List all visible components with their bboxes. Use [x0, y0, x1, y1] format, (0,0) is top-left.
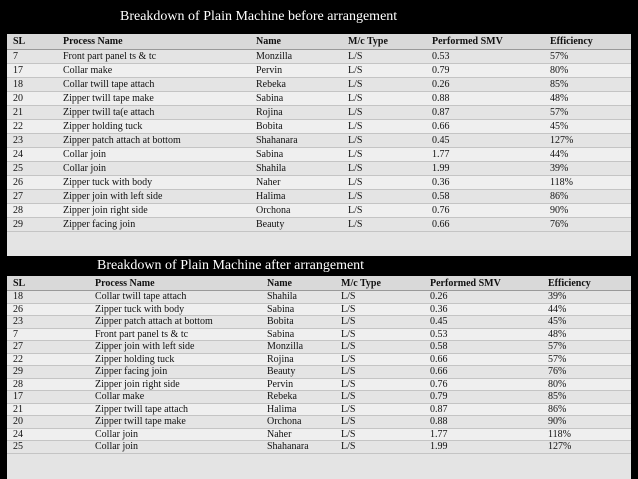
- cell-sl: 17: [7, 391, 89, 404]
- table-row: [7, 92, 631, 106]
- cell-machine-type: L/S: [342, 218, 426, 232]
- cell-process-name: Zipper tuck with body: [57, 176, 250, 190]
- cell-process-name: Zipper join right side: [89, 378, 261, 391]
- column-header-machine-type: M/c Type: [335, 276, 424, 291]
- cell-machine-type: L/S: [335, 428, 424, 441]
- cell-sl: 29: [7, 366, 89, 379]
- cell-efficiency: 90%: [544, 204, 631, 218]
- cell-efficiency: 39%: [542, 291, 631, 304]
- cell-performed-smv: 1.77: [424, 428, 542, 441]
- cell-process-name: Zipper tuck with body: [89, 303, 261, 316]
- cell-efficiency: 118%: [544, 176, 631, 190]
- cell-efficiency: 76%: [542, 366, 631, 379]
- cell-machine-type: L/S: [335, 341, 424, 354]
- cell-machine-type: L/S: [342, 204, 426, 218]
- table-row: [7, 176, 631, 190]
- cell-process-name: Collar make: [57, 64, 250, 78]
- cell-operator-name: Shahila: [261, 291, 335, 304]
- cell-sl: 25: [7, 162, 57, 176]
- cell-efficiency: 57%: [542, 353, 631, 366]
- cell-efficiency: 57%: [544, 50, 631, 64]
- before-arrangement-title: Breakdown of Plain Machine before arrangement: [120, 9, 398, 24]
- cell-operator-name: Sabina: [261, 303, 335, 316]
- table-row: [7, 162, 631, 176]
- cell-operator-name: Pervin: [250, 64, 342, 78]
- cell-operator-name: Beauty: [250, 218, 342, 232]
- table-row: [7, 120, 631, 134]
- cell-efficiency: 45%: [542, 316, 631, 329]
- cell-sl: 21: [7, 403, 89, 416]
- column-header-operator-name: Name: [250, 34, 342, 50]
- column-header-machine-type: M/c Type: [342, 34, 426, 50]
- cell-sl: 22: [7, 120, 57, 134]
- cell-machine-type: L/S: [335, 378, 424, 391]
- cell-process-name: Zipper join with left side: [57, 190, 250, 204]
- table-row: [7, 190, 631, 204]
- cell-efficiency: 127%: [542, 441, 631, 454]
- cell-sl: 20: [7, 416, 89, 429]
- cell-sl: 25: [7, 441, 89, 454]
- cell-process-name: Front part panel ts & tc: [57, 50, 250, 64]
- table-row: [7, 218, 631, 232]
- cell-sl: 26: [7, 303, 89, 316]
- cell-efficiency: 57%: [544, 106, 631, 120]
- cell-machine-type: L/S: [342, 120, 426, 134]
- cell-performed-smv: 1.99: [424, 441, 542, 454]
- cell-process-name: Zipper patch attach at bottom: [57, 134, 250, 148]
- cell-performed-smv: 1.77: [426, 148, 544, 162]
- cell-efficiency: 48%: [544, 92, 631, 106]
- cell-machine-type: L/S: [335, 441, 424, 454]
- cell-efficiency: 85%: [542, 391, 631, 404]
- cell-machine-type: L/S: [342, 176, 426, 190]
- cell-sl: 24: [7, 428, 89, 441]
- cell-performed-smv: 0.58: [426, 190, 544, 204]
- cell-sl: 18: [7, 291, 89, 304]
- table-row: [7, 341, 631, 354]
- table-row: [7, 134, 631, 148]
- column-header-sl: SL: [7, 34, 57, 50]
- cell-performed-smv: 0.53: [426, 50, 544, 64]
- cell-process-name: Collar join: [57, 148, 250, 162]
- cell-performed-smv: 0.26: [424, 291, 542, 304]
- table-row: [7, 441, 631, 454]
- cell-performed-smv: 0.88: [424, 416, 542, 429]
- cell-efficiency: 44%: [542, 303, 631, 316]
- cell-performed-smv: 0.45: [426, 134, 544, 148]
- cell-machine-type: L/S: [342, 92, 426, 106]
- cell-sl: 24: [7, 148, 57, 162]
- table-row: [7, 148, 631, 162]
- cell-operator-name: Sabina: [250, 92, 342, 106]
- cell-performed-smv: 0.88: [426, 92, 544, 106]
- cell-operator-name: Shahanara: [261, 441, 335, 454]
- column-header-efficiency: Efficiency: [542, 276, 631, 291]
- cell-process-name: Zipper twill tape make: [89, 416, 261, 429]
- cell-performed-smv: 0.66: [426, 218, 544, 232]
- cell-sl: 23: [7, 316, 89, 329]
- cell-operator-name: Bobita: [261, 316, 335, 329]
- cell-machine-type: L/S: [335, 403, 424, 416]
- cell-process-name: Zipper twill tape make: [57, 92, 250, 106]
- before-arrangement-table: [7, 34, 631, 232]
- cell-process-name: Zipper twill ta(e attach: [57, 106, 250, 120]
- cell-operator-name: Halima: [261, 403, 335, 416]
- cell-sl: 23: [7, 134, 57, 148]
- before-arrangement-table-panel: [7, 34, 631, 256]
- table-row: [7, 403, 631, 416]
- cell-efficiency: 44%: [544, 148, 631, 162]
- cell-process-name: Collar join: [89, 428, 261, 441]
- table-row: [7, 64, 631, 78]
- column-header-performed-smv: Performed SMV: [426, 34, 544, 50]
- cell-machine-type: L/S: [335, 328, 424, 341]
- cell-sl: 21: [7, 106, 57, 120]
- cell-process-name: Collar join: [57, 162, 250, 176]
- cell-performed-smv: 0.45: [424, 316, 542, 329]
- cell-performed-smv: 1.99: [426, 162, 544, 176]
- column-header-sl: SL: [7, 276, 89, 291]
- table-row: [7, 303, 631, 316]
- table-row: [7, 316, 631, 329]
- cell-performed-smv: 0.58: [424, 341, 542, 354]
- table-row: [7, 428, 631, 441]
- cell-performed-smv: 0.53: [424, 328, 542, 341]
- cell-performed-smv: 0.36: [424, 303, 542, 316]
- cell-process-name: Zipper facing join: [57, 218, 250, 232]
- cell-sl: 7: [7, 328, 89, 341]
- cell-operator-name: Shahanara: [250, 134, 342, 148]
- cell-sl: 22: [7, 353, 89, 366]
- cell-process-name: Collar twill tape attach: [89, 291, 261, 304]
- cell-machine-type: L/S: [335, 303, 424, 316]
- table-row: [7, 366, 631, 379]
- cell-efficiency: 39%: [544, 162, 631, 176]
- cell-performed-smv: 0.66: [424, 366, 542, 379]
- cell-machine-type: L/S: [342, 162, 426, 176]
- cell-efficiency: 127%: [544, 134, 631, 148]
- cell-efficiency: 80%: [544, 64, 631, 78]
- cell-process-name: Collar twill tape attach: [57, 78, 250, 92]
- table-row: [7, 78, 631, 92]
- cell-operator-name: Pervin: [261, 378, 335, 391]
- cell-operator-name: Naher: [250, 176, 342, 190]
- cell-operator-name: Rojina: [261, 353, 335, 366]
- cell-sl: 27: [7, 190, 57, 204]
- cell-machine-type: L/S: [335, 291, 424, 304]
- cell-operator-name: Rojina: [250, 106, 342, 120]
- cell-machine-type: L/S: [335, 391, 424, 404]
- column-header-efficiency: Efficiency: [544, 34, 631, 50]
- cell-machine-type: L/S: [335, 416, 424, 429]
- cell-process-name: Zipper holding tuck: [57, 120, 250, 134]
- cell-process-name: Front part panel ts & tc: [89, 328, 261, 341]
- column-header-process-name: Process Name: [89, 276, 261, 291]
- table-header-row: [7, 276, 631, 291]
- cell-performed-smv: 0.79: [424, 391, 542, 404]
- cell-machine-type: L/S: [335, 366, 424, 379]
- column-header-process-name: Process Name: [57, 34, 250, 50]
- cell-process-name: Zipper join with left side: [89, 341, 261, 354]
- cell-sl: 20: [7, 92, 57, 106]
- cell-process-name: Zipper facing join: [89, 366, 261, 379]
- cell-performed-smv: 0.76: [426, 204, 544, 218]
- after-arrangement-title: Breakdown of Plain Machine after arrangement: [97, 258, 365, 273]
- table-row: [7, 50, 631, 64]
- cell-machine-type: L/S: [335, 353, 424, 366]
- column-header-operator-name: Name: [261, 276, 335, 291]
- table-header-row: [7, 34, 631, 50]
- cell-efficiency: 86%: [544, 190, 631, 204]
- column-header-performed-smv: Performed SMV: [424, 276, 542, 291]
- cell-sl: 26: [7, 176, 57, 190]
- cell-sl: 17: [7, 64, 57, 78]
- cell-process-name: Collar join: [89, 441, 261, 454]
- cell-efficiency: 48%: [542, 328, 631, 341]
- cell-sl: 18: [7, 78, 57, 92]
- cell-machine-type: L/S: [342, 106, 426, 120]
- cell-operator-name: Bobita: [250, 120, 342, 134]
- table-row: [7, 353, 631, 366]
- cell-efficiency: 45%: [544, 120, 631, 134]
- cell-sl: 28: [7, 204, 57, 218]
- table-row: [7, 391, 631, 404]
- cell-performed-smv: 0.26: [426, 78, 544, 92]
- cell-process-name: Zipper join right side: [57, 204, 250, 218]
- table-row: [7, 328, 631, 341]
- cell-process-name: Zipper twill tape attach: [89, 403, 261, 416]
- cell-sl: 29: [7, 218, 57, 232]
- cell-sl: 7: [7, 50, 57, 64]
- cell-performed-smv: 0.66: [424, 353, 542, 366]
- cell-performed-smv: 0.36: [426, 176, 544, 190]
- cell-machine-type: L/S: [335, 316, 424, 329]
- cell-performed-smv: 0.79: [426, 64, 544, 78]
- cell-efficiency: 57%: [542, 341, 631, 354]
- cell-machine-type: L/S: [342, 64, 426, 78]
- cell-operator-name: Halima: [250, 190, 342, 204]
- cell-efficiency: 80%: [542, 378, 631, 391]
- cell-operator-name: Rebeka: [261, 391, 335, 404]
- cell-operator-name: Sabina: [250, 148, 342, 162]
- cell-operator-name: Orchona: [250, 204, 342, 218]
- cell-process-name: Collar make: [89, 391, 261, 404]
- cell-operator-name: Naher: [261, 428, 335, 441]
- table-row: [7, 204, 631, 218]
- cell-process-name: Zipper patch attach at bottom: [89, 316, 261, 329]
- cell-operator-name: Beauty: [261, 366, 335, 379]
- cell-machine-type: L/S: [342, 190, 426, 204]
- cell-efficiency: 85%: [544, 78, 631, 92]
- cell-efficiency: 76%: [544, 218, 631, 232]
- table-row: [7, 106, 631, 120]
- cell-sl: 27: [7, 341, 89, 354]
- cell-performed-smv: 0.87: [424, 403, 542, 416]
- cell-machine-type: L/S: [342, 78, 426, 92]
- cell-operator-name: Shahila: [250, 162, 342, 176]
- cell-machine-type: L/S: [342, 134, 426, 148]
- cell-performed-smv: 0.87: [426, 106, 544, 120]
- cell-operator-name: Orchona: [261, 416, 335, 429]
- cell-machine-type: L/S: [342, 50, 426, 64]
- cell-efficiency: 86%: [542, 403, 631, 416]
- cell-sl: 28: [7, 378, 89, 391]
- cell-process-name: Zipper holding tuck: [89, 353, 261, 366]
- after-arrangement-table-panel: [7, 276, 631, 479]
- cell-performed-smv: 0.76: [424, 378, 542, 391]
- cell-efficiency: 118%: [542, 428, 631, 441]
- cell-operator-name: Monzilla: [250, 50, 342, 64]
- table-row: [7, 416, 631, 429]
- table-row: [7, 378, 631, 391]
- cell-operator-name: Rebeka: [250, 78, 342, 92]
- cell-performed-smv: 0.66: [426, 120, 544, 134]
- cell-efficiency: 90%: [542, 416, 631, 429]
- after-arrangement-table: [7, 276, 631, 454]
- cell-machine-type: L/S: [342, 148, 426, 162]
- cell-operator-name: Monzilla: [261, 341, 335, 354]
- table-row: [7, 291, 631, 304]
- cell-operator-name: Sabina: [261, 328, 335, 341]
